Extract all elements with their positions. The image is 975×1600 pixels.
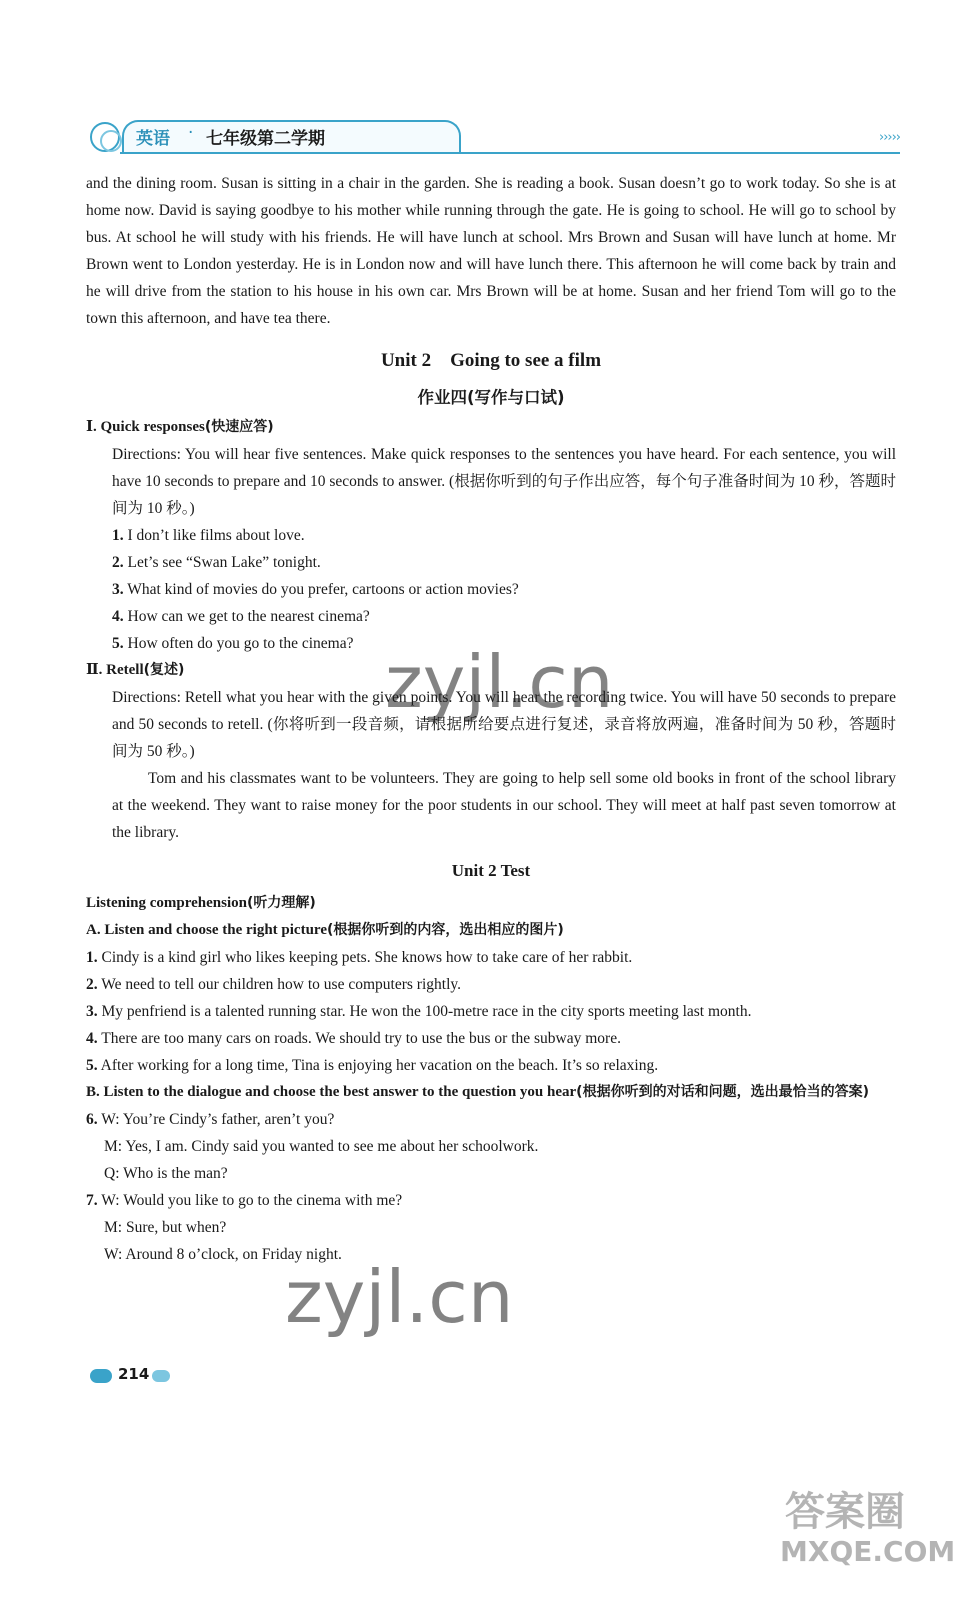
item-text: How often do you go to the cinema? (127, 635, 354, 652)
list-item (86, 1052, 896, 1079)
section1-heading (86, 414, 896, 441)
item-text: We need to tell our children how to use computers rightly. (101, 976, 461, 993)
item-number: 1. (112, 527, 124, 544)
list-item (86, 971, 896, 998)
item-number: 7. (86, 1192, 98, 1209)
watermark-logo: 答案圈 (785, 1489, 905, 1535)
partB-heading-cn: (根据你听到的对话和问题，选出最恰当的答案) (576, 1084, 869, 1100)
dialogue-text: W: Would you like to go to the cinema with me? (101, 1192, 403, 1209)
item-text: What kind of movies do you prefer, cartoons or action movies? (127, 581, 519, 598)
item-text: How can we get to the nearest cinema? (127, 608, 370, 625)
dialogue-line: W: Around 8 o’clock, on Friday night. (104, 1246, 342, 1263)
dialogue-line (86, 1187, 896, 1214)
page-header (90, 118, 900, 158)
partB-heading-en: B. Listen to the dialogue and choose the best answer to the question you hear (86, 1084, 577, 1100)
item-text: I don’t like films about love. (127, 527, 305, 544)
item-number: 2. (86, 976, 98, 993)
item-text: My penfriend is a talented running star. He won the 100-metre race in the city sports meeting last month. (101, 1003, 752, 1020)
partA-heading (86, 917, 896, 944)
item-number: 4. (86, 1030, 98, 1047)
header-separator: · (188, 123, 194, 143)
homework-title: 作业四(写作与口试) (417, 388, 565, 407)
watermark-text: zyjl.cn (285, 1255, 514, 1339)
listening-heading-cn: (听力理解) (247, 895, 316, 911)
header-rule (120, 152, 900, 154)
page-number-text: 214 (118, 1365, 150, 1383)
list-item (86, 1025, 896, 1052)
section1-heading-cn: (快速应答) (204, 419, 274, 435)
list-item (86, 998, 896, 1025)
list-item (86, 944, 896, 971)
dialogue-line: M: Sure, but when? (104, 1219, 227, 1236)
intro-paragraph: and the dining room. Susan is sitting in a chair in the garden. She is reading a book. Susan doesn’t go to work today. So she is at home now. David is saying goodbye to his mother while running through the gate. He is going to school. He will go to school by bus. At school he will study with his friends. He will have lunch at school. Mrs Brown and Susan will have lunch at home. Mr Brown went to London yesterday. He is in London now and will have lunch there. This afternoon he will come back by train and he will drive from the station to his house in his own car. Mrs Brown will be at home. Susan and her friend Tom will go to the town this afternoon, and have tea there. (86, 175, 896, 327)
list-item (86, 603, 896, 630)
partA-heading-cn: (根据你听到的内容，选出相应的图片) (326, 922, 564, 938)
dialogue-line: M: Yes, I am. Cindy said you wanted to see me about her schoolwork. (104, 1138, 539, 1155)
item-number: 6. (86, 1111, 98, 1128)
dialogue-6 (86, 1106, 896, 1187)
section1-directions: Directions: You will hear five sentences. Make quick responses to the sentences you have heard. For each sentence, you will have 10 seconds to prepare and 10 seconds to answer. (根据你听到的句子作出应答，每个句子准备时间为 10 秒，答题时间为 10 秒。) (112, 446, 896, 517)
item-text: Cindy is a kind girl who likes keeping pets. She knows how to take care of her rabbit. (101, 949, 633, 966)
header-grade: 七年级第二学期 (206, 129, 325, 149)
item-text: There are too many cars on roads. We should try to use the bus or the subway more. (101, 1030, 621, 1047)
list-item (86, 549, 896, 576)
item-number: 5. (86, 1057, 98, 1074)
item-text: Let’s see “Swan Lake” tonight. (127, 554, 321, 571)
section2-directions: Directions: Retell what you hear with the given points. You will hear the recording twice. You will have 50 seconds to prepare and 50 seconds to retell. (你将听到一段音频，请根据所给要点进行复述，录音将放两遍，准备时间为 50 秒，答题时间为 50 秒。) (112, 689, 896, 760)
page-number-decoration-right (152, 1370, 170, 1382)
section1-items (86, 522, 896, 657)
header-subject: 英语 (136, 129, 170, 149)
item-number: 3. (112, 581, 124, 598)
partA-heading-en: A. Listen and choose the right picture (86, 922, 327, 938)
listening-heading (86, 890, 896, 917)
item-number: 5. (112, 635, 124, 652)
section2-heading-cn: (复述) (143, 662, 185, 678)
unit-title: Unit 2 Going to see a film (380, 350, 602, 371)
section2-heading-en: Ⅱ. Retell (86, 662, 144, 678)
watermark-url: MXQE.COM (780, 1535, 956, 1568)
item-number: 1. (86, 949, 98, 966)
item-text: After working for a long time, Tina is enjoying her vacation on the beach. It’s so relaxing. (100, 1057, 659, 1074)
partA-items (86, 944, 896, 1079)
watermark-text: zyjl.cn (385, 640, 614, 724)
item-number: 3. (86, 1003, 98, 1020)
section1-heading-en: Ⅰ. Quick responses (86, 419, 205, 435)
list-item (86, 576, 896, 603)
header-decoration-circle-small (100, 130, 122, 152)
dialogue-text: W: You’re Cindy’s father, aren’t you? (101, 1111, 335, 1128)
dialogue-line (86, 1106, 896, 1133)
dialogue-question: Q: Who is the man? (104, 1165, 228, 1182)
list-item (86, 522, 896, 549)
item-number: 2. (112, 554, 124, 571)
item-number: 4. (112, 608, 124, 625)
section2-passage: Tom and his classmates want to be volunteers. They are going to help sell some old books in front of the school library at the weekend. They want to raise money for the poor students in our school. They will meet at half past seven tomorrow at the library. (112, 770, 896, 841)
header-arrows-icon: ››››› (879, 130, 900, 145)
test-title: Unit 2 Test (451, 861, 531, 880)
partB-heading (86, 1079, 896, 1106)
page-number-decoration (90, 1369, 112, 1383)
listening-heading-en: Listening comprehension (86, 895, 247, 911)
